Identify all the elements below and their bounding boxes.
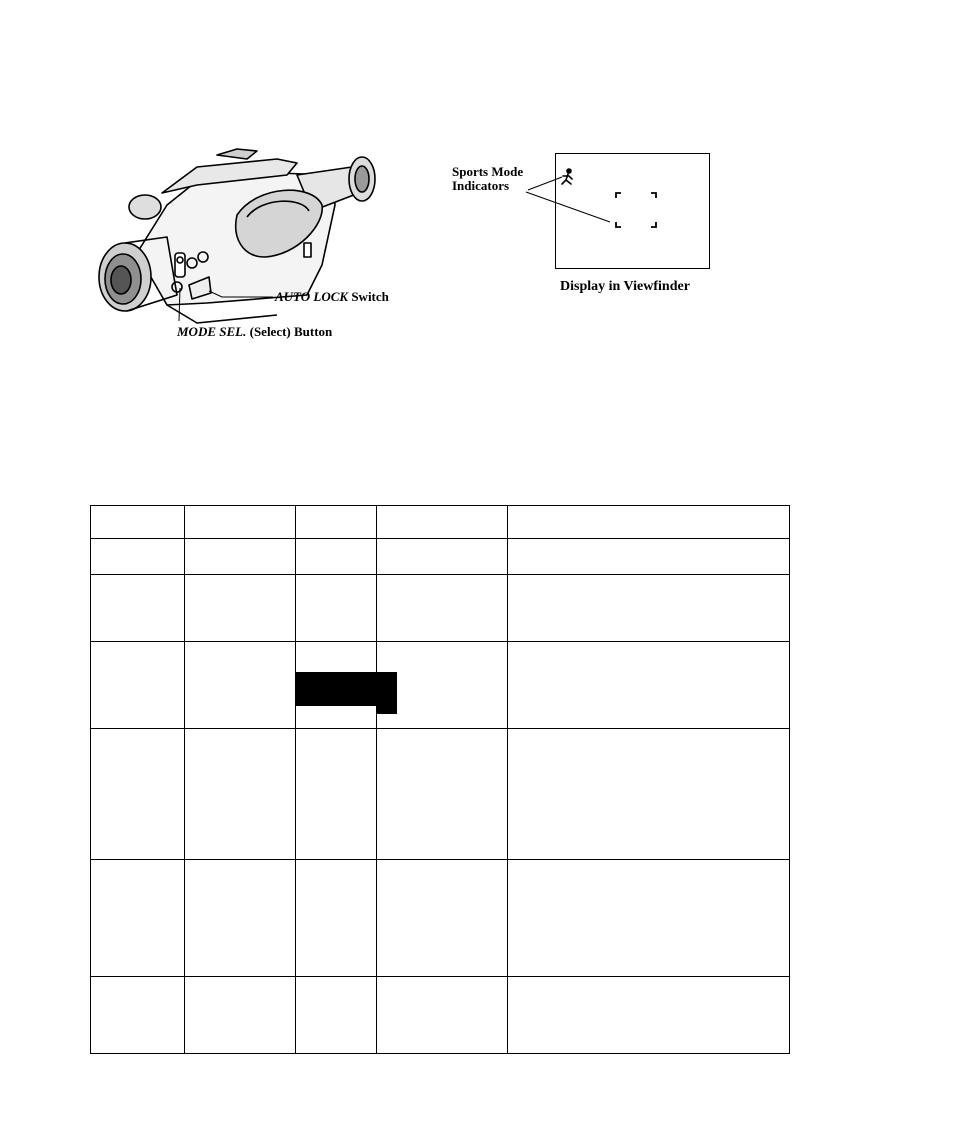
focus-frame-brackets (616, 193, 656, 227)
table-cell (91, 539, 185, 575)
mode-sel-suffix-text: (Select) Button (246, 324, 333, 339)
table-cell (508, 860, 790, 977)
auto-lock-switch-label (275, 290, 389, 304)
table-row (91, 642, 790, 729)
table-cell (91, 575, 185, 642)
table-cell (185, 729, 296, 860)
table-cell (508, 539, 790, 575)
table-cell (508, 729, 790, 860)
table-row (91, 860, 790, 977)
sports-mode-icon (562, 169, 572, 184)
table-row (91, 506, 790, 539)
table-row (91, 729, 790, 860)
table-cell (185, 506, 296, 539)
table-cell (377, 860, 508, 977)
table-row (91, 539, 790, 575)
table-cell (296, 860, 377, 977)
mode-sel-italic-text: MODE SEL. (177, 324, 247, 339)
table-cell (508, 977, 790, 1054)
sports-mode-label-line1: Sports Mode (452, 164, 524, 179)
table-cell (185, 860, 296, 977)
camcorder-illustration (97, 145, 397, 341)
table-cell (91, 506, 185, 539)
table-cell (91, 977, 185, 1054)
table-cell (508, 575, 790, 642)
redaction-block (376, 672, 397, 714)
table-cell (185, 977, 296, 1054)
table-cell (296, 539, 377, 575)
auto-lock-suffix-text: Switch (348, 289, 389, 304)
table-cell (377, 729, 508, 860)
table-cell (91, 860, 185, 977)
viewfinder-overlay (500, 150, 720, 280)
redaction-block (296, 672, 376, 706)
blank-table (90, 505, 790, 1054)
table-cell (377, 506, 508, 539)
table-cell (91, 642, 185, 729)
table-cell (185, 575, 296, 642)
table-cell (296, 977, 377, 1054)
sports-mode-label-line2: Indicators (452, 178, 510, 193)
table-cell (185, 642, 296, 729)
table-row (91, 575, 790, 642)
mode-sel-button-label (177, 325, 332, 339)
table-cell (185, 539, 296, 575)
table-cell (377, 977, 508, 1054)
table-cell (508, 642, 790, 729)
table-cell (296, 575, 377, 642)
table-row (91, 977, 790, 1054)
table-cell (377, 575, 508, 642)
table-cell (377, 539, 508, 575)
viewfinder-caption: Display in Viewfinder (560, 279, 690, 294)
sports-mode-indicators-label (452, 165, 523, 193)
table-cell (91, 729, 185, 860)
table-cell (296, 506, 377, 539)
table-cell (296, 729, 377, 860)
auto-lock-italic-text: AUTO LOCK (275, 289, 349, 304)
table-cell (508, 506, 790, 539)
